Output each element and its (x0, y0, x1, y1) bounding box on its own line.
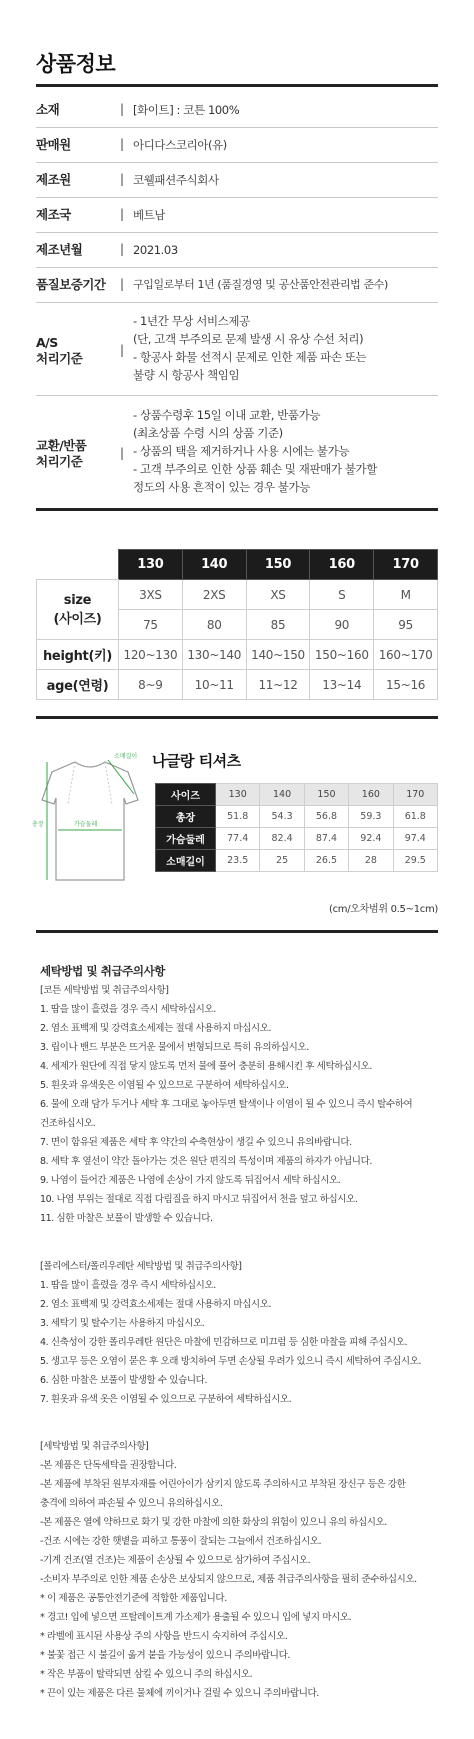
table-cell: 3XS (119, 580, 183, 610)
info-separator: | (120, 137, 125, 151)
row-divider (36, 232, 438, 233)
measure-corner: 사이즈 (156, 784, 216, 806)
table-cell: S (310, 580, 374, 610)
info-label: 처리기준 (36, 454, 83, 469)
height-row-label: height(키) (37, 640, 119, 670)
care-line: 8. 세탁 후 옆선이 약간 돌아가는 것은 원단 편직의 특성이며 제품의 하자가 아닙니다. (40, 1156, 372, 1167)
care-line: * 끈이 있는 제품은 다른 물체에 끼이거나 걸릴 수 있으니 주의바랍니다. (40, 1688, 319, 1699)
care-line: -본 제품은 열에 약하므로 화기 및 강한 마찰에 의한 화상의 위험이 있으니 유의 하십시오. (40, 1517, 387, 1528)
care-line: * 경고! 입에 넣으면 프탈레이트계 가소제가 용출될 수 있으니 입에 넣지 마시오. (40, 1612, 352, 1623)
care-line: * 이 제품은 공통안전기준에 적합한 제품입니다. (40, 1593, 227, 1604)
table-cell: 26.5 (304, 850, 348, 872)
table-cell: 61.8 (393, 806, 437, 828)
table-cell: 59.3 (349, 806, 393, 828)
info-separator: | (120, 446, 125, 460)
info-value: 2021.03 (133, 243, 178, 257)
table-cell: 75 (119, 610, 183, 640)
exchange-line: (최초상품 수령 시의 상품 기준) (133, 426, 283, 440)
care-line: 9. 나염이 들어간 제품은 나염에 손상이 가지 않도록 뒤집어서 세탁 하십시오. (40, 1175, 341, 1186)
measure-table (155, 783, 438, 872)
exchange-line: 정도의 사용 흔적이 있는 경우 불가능 (133, 480, 310, 494)
tolerance-note: (cm/오차범위 0.5~1cm) (328, 904, 438, 915)
care-line: 4. 신축성이 강한 폴리우레탄 원단은 마찰에 민감하므로 미끄럼 등 심한 마찰을 피해 주십시오. (40, 1337, 408, 1348)
table-cell: 28 (349, 850, 393, 872)
table-cell: 11~12 (246, 670, 310, 700)
care-line: 4. 세제가 원단에 직접 닿지 않도록 먼저 물에 풀어 충분히 용해시킨 후 세탁하십시오. (40, 1061, 372, 1072)
care-line: 건조하십시오. (40, 1118, 96, 1129)
info-label: 제조국 (36, 207, 71, 222)
table-cell: M (374, 580, 438, 610)
table-cell: 82.4 (260, 828, 304, 850)
row-divider (36, 395, 438, 396)
title-divider (36, 84, 438, 87)
measure-row-label: 가슴둘레 (156, 828, 216, 850)
table-cell: 25 (260, 850, 304, 872)
size-table-corner (37, 550, 119, 580)
table-cell: 29.5 (393, 850, 437, 872)
care-line: 11. 심한 마찰은 보풀이 발생할 수 있습니다. (40, 1213, 213, 1224)
table-cell: 90 (310, 610, 374, 640)
as-line: (단, 고객 부주의로 문제 발생 시 유상 수선 처리) (133, 332, 364, 346)
age-row-label: age(연령) (37, 670, 119, 700)
care-line: -기계 건조(열 건조)는 제품이 손상될 수 있으므로 삼가하여 주십시오. (40, 1555, 311, 1566)
care-line: * 작은 부품이 탈락되면 삼킬 수 있으니 주의 하십시오. (40, 1669, 253, 1680)
length-measure-label: 총장 (32, 821, 44, 828)
care-line: [세탁방법 및 취급주의사항] (40, 1441, 149, 1452)
measure-row-label: 총장 (156, 806, 216, 828)
chest-measure-label: 가슴둘레 (74, 821, 98, 828)
row-divider (36, 302, 438, 303)
info-value: 베트남 (133, 208, 166, 222)
table-cell: 13~14 (310, 670, 374, 700)
section-divider (36, 716, 438, 719)
table-cell: 80 (182, 610, 246, 640)
table-cell: 160~170 (374, 640, 438, 670)
sleeve-measure-label: 소매길이 (114, 753, 138, 760)
info-separator: | (120, 277, 125, 291)
care-line: 5. 흰옷과 유색옷은 이염될 수 있으므로 구분하여 세탁하십시오. (40, 1080, 289, 1091)
exchange-line: - 상품의 택을 제거하거나 사용 시에는 불가능 (133, 444, 350, 458)
measure-table-title: 나글랑 티셔츠 (152, 752, 241, 770)
row-divider (36, 197, 438, 198)
info-label: 판매원 (36, 137, 71, 152)
page-title: 상품정보 (36, 52, 116, 76)
row-divider (36, 162, 438, 163)
row-divider (36, 267, 438, 268)
info-label: A/S (36, 335, 58, 350)
care-general-block (40, 1437, 440, 1703)
measure-header: 140 (260, 784, 304, 806)
care-line: 5. 생고무 등은 오염이 묻은 후 오래 방치하여 두면 손상될 우려가 있으니 즉시 세탁하여 주십시오. (40, 1356, 422, 1367)
table-cell: 56.8 (304, 806, 348, 828)
care-line: 10. 나염 부위는 절대로 직접 다림질을 하지 마시고 뒤집어서 천을 덮고 하십시오. (40, 1194, 358, 1205)
care-line: * 라벨에 표시된 사용상 주의 사항을 반드시 숙지하여 주십시오. (40, 1631, 288, 1642)
table-cell: XS (246, 580, 310, 610)
section-divider (36, 930, 438, 933)
care-line: 7. 면이 함유된 제품은 세탁 후 약간의 수축현상이 생길 수 있으니 유의바랍니다. (40, 1137, 352, 1148)
as-line: - 1년간 무상 서비스제공 (133, 314, 250, 328)
care-line: 6. 물에 오래 담가 두거나 세탁 후 그대로 놓아두면 탈색이나 이염이 될 수 있으니 즉시 탈수하여 (40, 1099, 413, 1110)
table-cell: 95 (374, 610, 438, 640)
info-separator: | (120, 102, 125, 116)
care-line: [폴리에스터/폴리우레탄 세탁방법 및 취급주의사항] (40, 1261, 242, 1272)
care-line: 6. 심한 마찰은 보풀이 발생할 수 있습니다. (40, 1375, 208, 1386)
measure-header: 130 (216, 784, 260, 806)
care-line: * 불꽃 접근 시 불길이 옮겨 붙을 가능성이 있으니 주의바랍니다. (40, 1650, 290, 1661)
size-header: 150 (246, 550, 310, 580)
care-line: [코튼 세탁방법 및 취급주의사항] (40, 985, 169, 996)
info-value: 구입일로부터 1년 (품질경영 및 공산품안전관리법 준수) (133, 278, 388, 291)
care-line: 3. 립이나 밴드 부분은 뜨거운 물에서 변형되므로 특히 유의하십시오. (40, 1042, 309, 1053)
size-header: 170 (374, 550, 438, 580)
info-separator: | (120, 207, 125, 221)
as-line: - 항공사 화물 선적시 문제로 인한 제품 파손 또는 (133, 350, 367, 364)
as-line: 불량 시 항공사 책임임 (133, 368, 240, 382)
table-cell: 120~130 (119, 640, 183, 670)
exchange-line: - 상품수령후 15일 이내 교환, 반품가능 (133, 408, 321, 422)
care-line: 7. 흰옷과 유색 옷은 이염될 수 있으므로 구분하여 세탁하십시오. (40, 1394, 292, 1405)
care-line: 3. 세탁기 및 탈수기는 사용하지 마십시오. (40, 1318, 205, 1329)
size-label-ko: (사이즈) (53, 611, 102, 627)
care-line: -본 제품에 부착된 원부자재를 어린아이가 삼키지 않도록 주의하시고 부착된 장신구 등은 강한 (40, 1479, 406, 1490)
info-label: 교환/반품 (36, 438, 87, 453)
table-cell: 92.4 (349, 828, 393, 850)
table-cell: 77.4 (216, 828, 260, 850)
measure-header: 160 (349, 784, 393, 806)
info-label: 제조년월 (36, 242, 83, 257)
info-label: 소재 (36, 102, 60, 117)
care-line: -본 제품은 단독세탁을 권장합니다. (40, 1460, 177, 1471)
table-cell: 85 (246, 610, 310, 640)
info-label: 품질보증기간 (36, 277, 106, 292)
care-line: 충격에 의하여 파손될 수 있으니 유의하십시오. (40, 1498, 223, 1509)
care-line: 1. 땀을 많이 흘렸을 경우 즉시 세탁하십시오. (40, 1280, 216, 1291)
care-title: 세탁방법 및 취급주의사항 (40, 964, 166, 978)
info-separator: | (120, 172, 125, 186)
table-cell: 8~9 (119, 670, 183, 700)
table-cell: 97.4 (393, 828, 437, 850)
info-value: 아디다스코리아(유) (133, 138, 227, 152)
info-label: 처리기준 (36, 351, 83, 366)
size-row-label (37, 580, 119, 640)
row-divider (36, 127, 438, 128)
info-separator: | (120, 242, 125, 256)
table-cell: 23.5 (216, 850, 260, 872)
care-cotton-block (40, 981, 440, 1228)
info-value: [화이트] : 코튼 100% (133, 103, 240, 117)
size-label-en: size (63, 592, 92, 608)
size-table (36, 549, 438, 700)
size-header: 160 (310, 550, 374, 580)
size-header: 130 (119, 550, 183, 580)
section-divider (36, 508, 438, 511)
table-cell: 140~150 (246, 640, 310, 670)
care-line: 2. 염소 표백제 및 강력효소세제는 절대 사용하지 마십시오. (40, 1299, 272, 1310)
table-cell: 15~16 (374, 670, 438, 700)
measure-header: 170 (393, 784, 437, 806)
care-line: 2. 염소 표백제 및 강력효소세제는 절대 사용하지 마십시오. (40, 1023, 272, 1034)
table-cell: 2XS (182, 580, 246, 610)
table-cell: 54.3 (260, 806, 304, 828)
table-cell: 10~11 (182, 670, 246, 700)
table-cell: 130~140 (182, 640, 246, 670)
info-value: 코웰패션주식회사 (133, 173, 219, 187)
info-separator: | (120, 343, 125, 357)
table-cell: 150~160 (310, 640, 374, 670)
measure-header: 150 (304, 784, 348, 806)
care-poly-block (40, 1257, 440, 1409)
care-line: -소비자 부주의로 인한 제품 손상은 보상되지 않으므로, 제품 취급주의사항을 필히 준수하십시오. (40, 1574, 417, 1585)
info-label: 제조원 (36, 172, 71, 187)
care-line: 1. 땀을 많이 흘렸을 경우 즉시 세탁하십시오. (40, 1004, 216, 1015)
measure-row-label: 소매길이 (156, 850, 216, 872)
table-cell: 51.8 (216, 806, 260, 828)
size-header: 140 (182, 550, 246, 580)
table-cell: 87.4 (304, 828, 348, 850)
exchange-line: - 고객 부주의로 인한 상품 훼손 및 재판매가 불가할 (133, 462, 377, 476)
care-line: -건조 시에는 강한 햇볕을 피하고 통풍이 잘되는 그늘에서 건조하십시오. (40, 1536, 322, 1547)
tshirt-diagram (30, 748, 150, 898)
